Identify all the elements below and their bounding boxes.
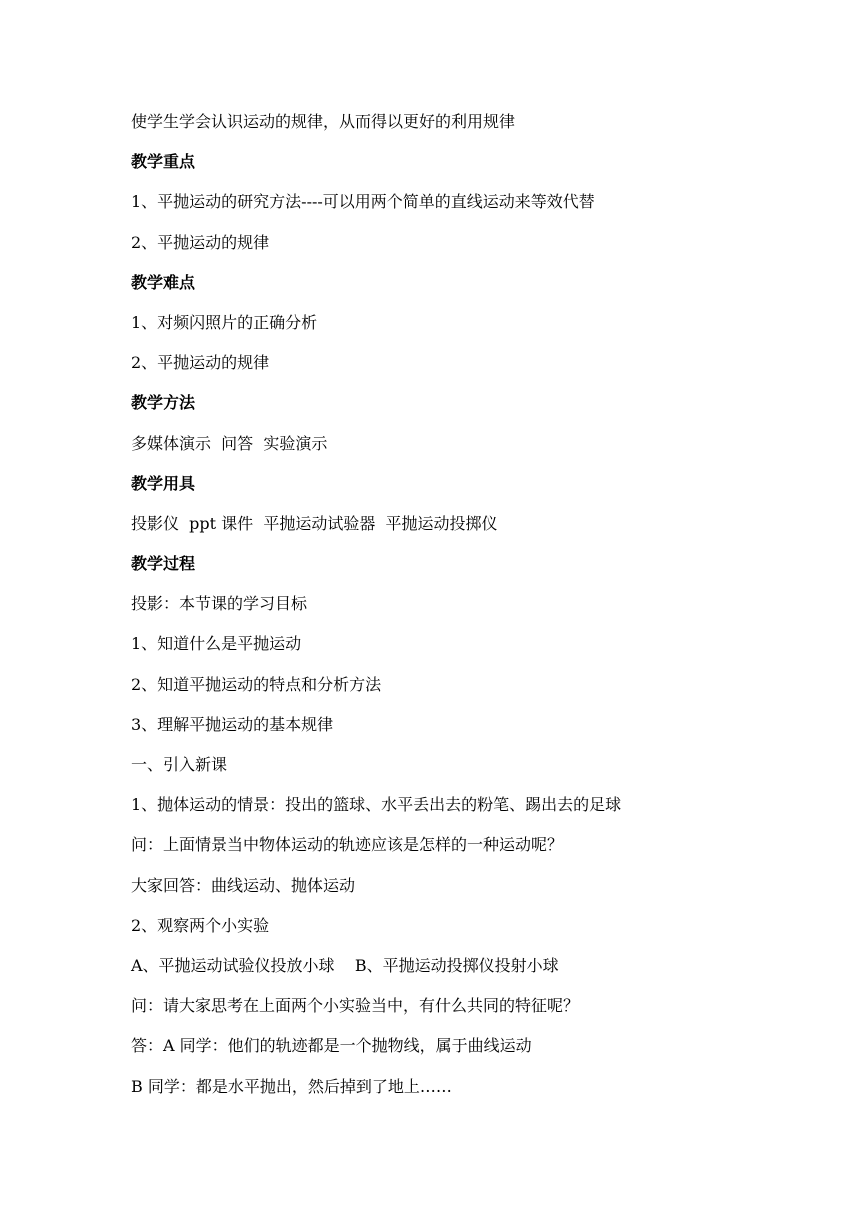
text-line: 2、知道平抛运动的特点和分析方法 — [131, 674, 382, 694]
text-line: 投影：本节课的学习目标 — [131, 594, 308, 614]
text-line: B 同学：都是水平抛出，然后掉到了地上…… — [131, 1076, 452, 1096]
section-heading: 教学用具 — [131, 473, 196, 493]
text-line: 1、知道什么是平抛运动 — [131, 634, 302, 654]
text-line: 多媒体演示 问答 实验演示 — [131, 433, 328, 453]
section-heading: 教学难点 — [131, 272, 196, 292]
text-line: 2、观察两个小实验 — [131, 915, 270, 935]
section-heading: 教学重点 — [131, 152, 196, 172]
text-line: 3、理解平抛运动的基本规律 — [131, 714, 334, 734]
text-line: 一、引入新课 — [131, 755, 228, 774]
text-line: 1、抛体运动的情景：投出的篮球、水平丢出去的粉笔、踢出去的足球 — [131, 795, 622, 815]
section-heading: 教学方法 — [131, 393, 196, 413]
text-line: 2、平抛运动的规律 — [131, 232, 270, 252]
text-line: 大家回答：曲线运动、抛体运动 — [131, 875, 356, 895]
text-line: 问：请大家思考在上面两个小实验当中，有什么共同的特征呢？ — [131, 996, 580, 1016]
text-line: 问：上面情景当中物体运动的轨迹应该是怎样的一种运动呢？ — [131, 835, 564, 855]
text-line: A、平抛运动试验仪投放小球 B、平抛运动投掷仪投射小球 — [131, 955, 559, 975]
section-heading: 教学过程 — [131, 554, 196, 574]
document-body — [131, 109, 771, 1114]
text-line: 投影仪 ppt 课件 平抛运动试验器 平抛运动投掷仪 — [131, 513, 498, 533]
text-line: 2、平抛运动的规律 — [131, 353, 270, 373]
text-line: 使学生学会认识运动的规律，从而得以更好的利用规律 — [131, 112, 516, 131]
text-line: 1、平抛运动的研究方法----可以用两个简单的直线运动来等效代替 — [131, 192, 595, 212]
text-line: 答：A 同学：他们的轨迹都是一个抛物线，属于曲线运动 — [131, 1036, 532, 1056]
text-line: 1、对频闪照片的正确分析 — [131, 312, 318, 332]
